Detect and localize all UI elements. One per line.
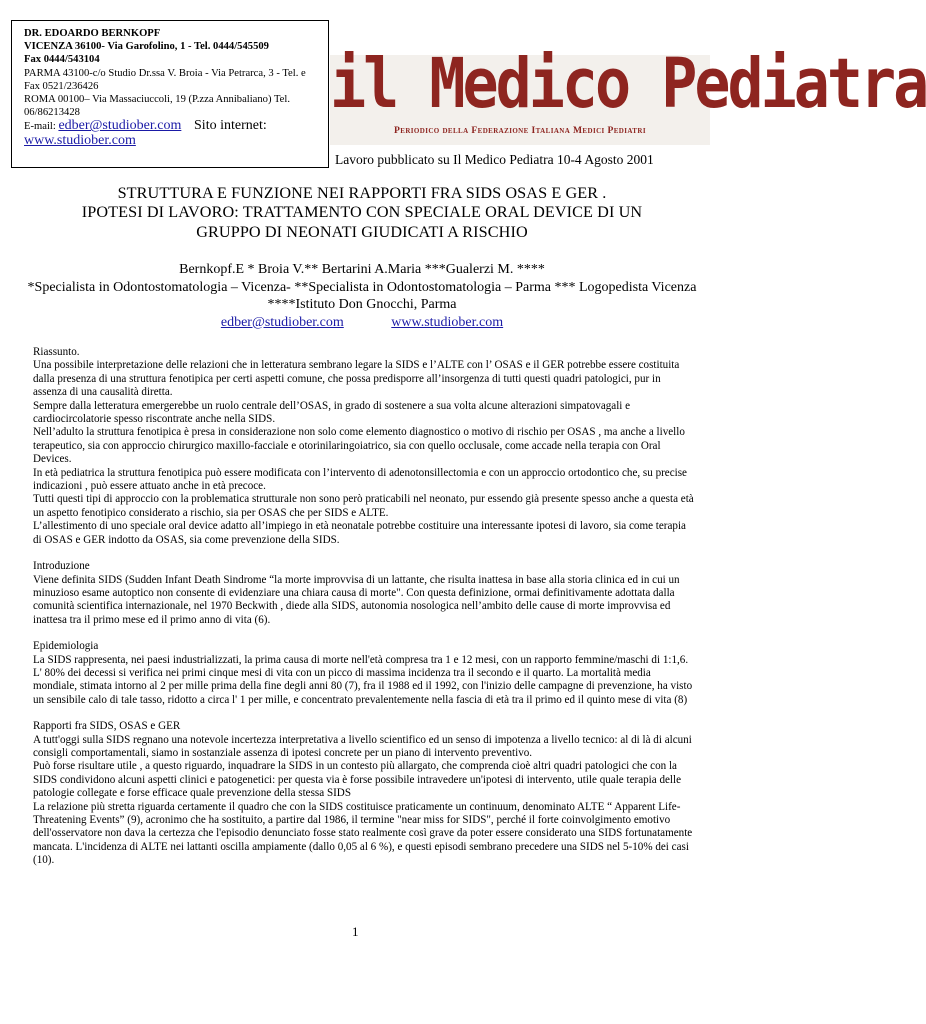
paragraph: Nell’adulto la struttura fenotipica è presa in considerazione non solo come elemento diagnostico o motivo di rischio per OSAS , ma anche a livello terapeutico, sia con approccio chirurgico maxillo-facciale e otorinilaringoiatrico, sia con quello occlusale, come accade nella terapia con Oral Devices. (33, 426, 685, 466)
page-number: 1 (352, 924, 359, 939)
author-affiliations: *Specialista in Odontostomatologia – Vicenza- **Specialista in Odontostomatologia – Parma *** Logopedista Vicenza ****Istituto Don Gnocchi, Parma (27, 279, 697, 313)
section-heading-riassunto: Riassunto. (33, 346, 80, 358)
paragraph: Tutti questi tipi di approccio con la problematica strutturale non sono però praticabili nel neonato, pur essendo già presente spesso anche a questa età un aspetto fenotipico considerato a rischio, sia per OSAS che per SIDS e ALTE. (33, 493, 694, 519)
section-heading-rapporti: Rapporti fra SIDS, OSAS e GER (33, 720, 181, 733)
fax-number: Fax 0444/543104 (24, 54, 100, 66)
roma-address: ROMA 00100– Via Massaciuccoli, 19 (P.zza Annibaliano) Tel. 06/86213428 (24, 94, 290, 119)
section-heading-introduzione: Introduzione (33, 560, 90, 573)
email-link[interactable]: edber@studiober.com (58, 118, 182, 134)
paragraph: La SIDS rappresenta, nei paesi industrializzati, la prima causa di morte nell'età compresa tra 1 e 12 mesi, con un rapporto femmine/maschi di 1:1,6. L' 80% dei decessi si verifica nei primi cinque mesi di vita con un picco di massima incidenza tra il secondo e il quarto. La mortalità media mondiale, stimata intorno al 2 per mille prima della fine degli anni 80 (7), fra il 1988 ed il 1992, con l'inizio delle campagne di prevenzione, ha visto un sensibile calo di tale tasso, ridotto a circa l' 1 per mille, e concentrato prevalentemente nella fascia di età tra il primo ed il quinto mese di vita (8) (33, 653, 693, 706)
vicenza-address: VICENZA 36100- Via Garofolino, 1 - Tel. 0444/545509 (24, 41, 269, 53)
logo-subtitle: Periodico della Federazione Italiana Medici Pediatri (394, 125, 646, 136)
paper-title (20, 184, 704, 242)
paragraph: A tutt'oggi sulla SIDS regnano una notevole incertezza interpretativa a livello scientifico ed un senso di impotenza a livello tecnico: al di là di alcuni consigli comportamentali, siamo in sostanziale assenza di ipotesi concrete per un piano di intervento preventivo. (33, 733, 692, 759)
email-label: E-mail: (24, 121, 56, 133)
title-line-2: IPOTESI DI LAVORO: TRATTAMENTO CON SPECIALE ORAL DEVICE DI UN (81, 203, 643, 222)
article-body (33, 346, 695, 868)
paragraph: La relazione più stretta riguarda certamente il quadro che con la SIDS costituisce praticamente un continuum, denominato ALTE “ Apparent Life-Threatening Events” (9), acronimo che ha sostituito, a partire dal 1986, il termine "near miss for SIDS", perché il forte coinvolgimento emotivo dell'osservatore non dava la certezza che l'episodio denunciato fosse stato realmente così grave da poter essere considerato una SIDS fortunatamente mancata. L'incidenza di ALTE nei lattanti oscilla ampiamente (dallo 0,05 al 6 %), e questi episodi sembrano precedere una SIDS nel 5-10% dei casi (10). (33, 800, 693, 867)
paragraph: Viene definita SIDS (Sudden Infant Death Sindrome “la morte improvvisa di un lattante, che risulta inattesa in base alla storia clinica ed in cui un minuzioso esame autoptico non consente di evidenziare una chiara causa di morte". Con questa definizione, ormai definitivamente adottata dalla comunità scientifica internazionale, nel 1970 Beckwith , diede alla SIDS, autonomia nosologica nell’ambito delle cause di morte improvvisa ed inattesa tra il primo mese ed il primo anno di vita (6). (33, 573, 680, 626)
site-link[interactable]: www.studiober.com (24, 132, 136, 148)
logo-title: il Medico Pediatra (330, 43, 926, 125)
authors-site-link[interactable]: www.studiober.com (391, 314, 504, 330)
paragraph: Una possibile interpretazione delle relazioni che in letteratura sembrano legare la SIDS e l’ALTE con l’ OSAS e il GER potrebbe essere costituita dalla presenza di una struttura fenotipica per certi aspetti comune, che possa predisporre all’insorgenza di tutti questi quadri patologici, pur in assenza di una causalità diretta. (33, 359, 680, 399)
author-names: Bernkopf.E * Broia V.** Bertarini A.Maria ***Gualerzi M. **** (179, 262, 545, 277)
journal-logo (330, 43, 926, 145)
author-name: DR. EDOARDO BERNKOPF (24, 28, 161, 39)
title-line-3: GRUPPO DI NEONATI GIUDICATI A RISCHIO (196, 222, 528, 241)
section-heading-epidemiologia: Epidemiologia (33, 640, 99, 653)
contact-box (11, 20, 329, 168)
publication-note: Lavoro pubblicato su Il Medico Pediatra 10-4 Agosto 2001 (335, 152, 654, 167)
title-line-1: STRUTTURA E FUNZIONE NEI RAPPORTI FRA SIDS OSAS E GER . (117, 184, 607, 202)
paragraph: Sempre dalla letteratura emergerebbe un ruolo centrale dell’OSAS, in grado di sostenere a sua volta alcune alterazioni simpatovagali e cardiocircolatorie spesso riscontrate anche nella SIDS. (33, 399, 631, 426)
authors-block (20, 261, 704, 331)
paragraph: L’allestimento di uno speciale oral device adatto all’impiego in età neonatale potrebbe costituire una interessante ipotesi di lavoro, sia come terapia di OSAS e GER indotto da OSAS, sia come prevenzione della SIDS. (33, 520, 686, 546)
parma-address: PARMA 43100-c/o Studio Dr.ssa V. Broia - Via Petrarca, 3 - Tel. e Fax 0521/236426 (24, 67, 306, 92)
authors-email-link[interactable]: edber@studiober.com (220, 314, 344, 330)
paragraph: In età pediatrica la struttura fenotipica può essere modificata con l’intervento di adenotonsillectomia e con un approccio ortodontico che, su precise indicazioni , può essere attuato anche in età precoce. (33, 466, 687, 493)
site-label: Sito internet: (194, 118, 267, 134)
paragraph: Può forse risultare utile , a questo riguardo, inquadrare la SIDS in un contesto più allargato, che comprenda cioè altri quadri patologici che con la SIDS condividono alcuni aspetti clinici e patogenetici: per questa via è forse possibile intravedere un'ipotesi di intervento, utile quale terapia delle patologie collegate e forse efficace quale prevenzione della stessa SIDS (33, 760, 682, 800)
